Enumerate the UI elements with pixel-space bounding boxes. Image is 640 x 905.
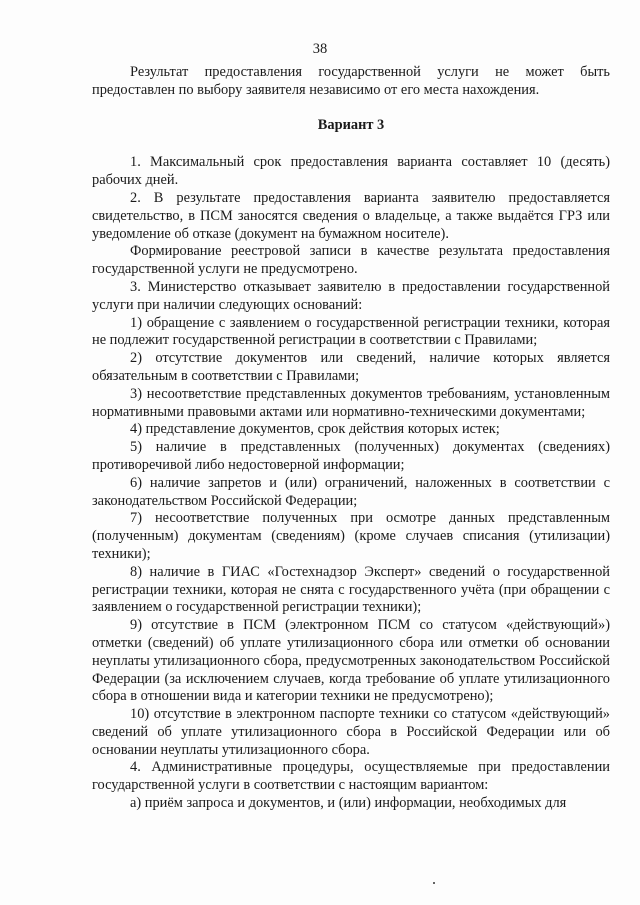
paragraph-2: 2. В результате предоставления варианта заявителю предоставляется свидетельство, в ПСМ заносятся сведения о владельце, а также выдаётся ГРЗ или уведомление об отказе (документ на бумажном носителе). [92,189,610,242]
intro-paragraph: Результат предоставления государственной услуги не может быть предоставлен по выбору заявителя независимо от его места нахождения. [92,64,610,98]
refusal-ground-2: 2) отсутствие документов или сведений, наличие которых является обязательным в соответствии с Правилами; [92,350,610,384]
paragraph-registry: Формирование реестровой записи в качестве результата предоставления государственной услуги не предусмотрено. [92,243,610,278]
paragraph-4: 4. Административные процедуры, осуществляемые при предоставлении государственной услуги в соответствии с настоящим вариантом: [92,759,610,794]
paragraph-3: 3. Министерство отказывает заявителю в предоставлении государственной услуги при наличии следующих оснований: [92,278,610,313]
refusal-ground-9: 9) отсутствие в ПСМ (электронном ПСМ со статусом «действующий») отметки (сведений) об уплате утилизационного сбора или отметки об основании неуплаты утилизационного сбора, предусмотренных законодательством Российской Федерации (за исключением случаев, когда требование об уплате утилизационного сбора в отношении вида и категории техники не предусмотрено); [92,617,610,705]
refusal-ground-4: 4) представление документов, срок действия которых истек; [130,421,500,438]
refusal-ground-1: 1) обращение с заявлением о государственной регистрации техники, которая не подлежит государственной регистрации в соответствии с Правилами; [92,314,610,349]
procedure-a: а) приём запроса и документов, и (или) информации, необходимых для [130,795,567,812]
refusal-ground-7: 7) несоответствие полученных при осмотре данных представленным (полученным) документам (сведениям) (кроме случаев списания (утилизации) техники); [92,510,610,562]
refusal-ground-10: 10) отсутствие в электронном паспорте техники со статусом «действующий» сведений об уплате утилизационного сбора в Российской Федерации или об основании неуплаты утилизационного сбора. [92,706,610,758]
document-body [92,64,610,813]
paragraph-1: 1. Максимальный срок предоставления варианта составляет 10 (десять) рабочих дней. [92,154,610,189]
page-number: 38 [312,41,328,57]
scan-speck [433,882,435,884]
variant-heading: Вариант 3 [317,116,385,133]
refusal-ground-5: 5) наличие в представленных (полученных) документах (сведениях) противоречивой либо недостоверной информации; [92,439,610,473]
refusal-ground-8: 8) наличие в ГИАС «Гостехнадзор Эксперт» сведений о государственной регистрации техники, которая не снята с государственного учёта (при обращении с заявлением о государственной регистрации техники); [92,563,610,616]
refusal-ground-3: 3) несоответствие представленных документов требованиям, установленным нормативными правовыми актами или нормативно-техническими документами; [92,385,610,420]
refusal-ground-6: 6) наличие запретов и (или) ограничений, наложенных в соответствии с законодательством Российской Федерации; [92,474,610,509]
